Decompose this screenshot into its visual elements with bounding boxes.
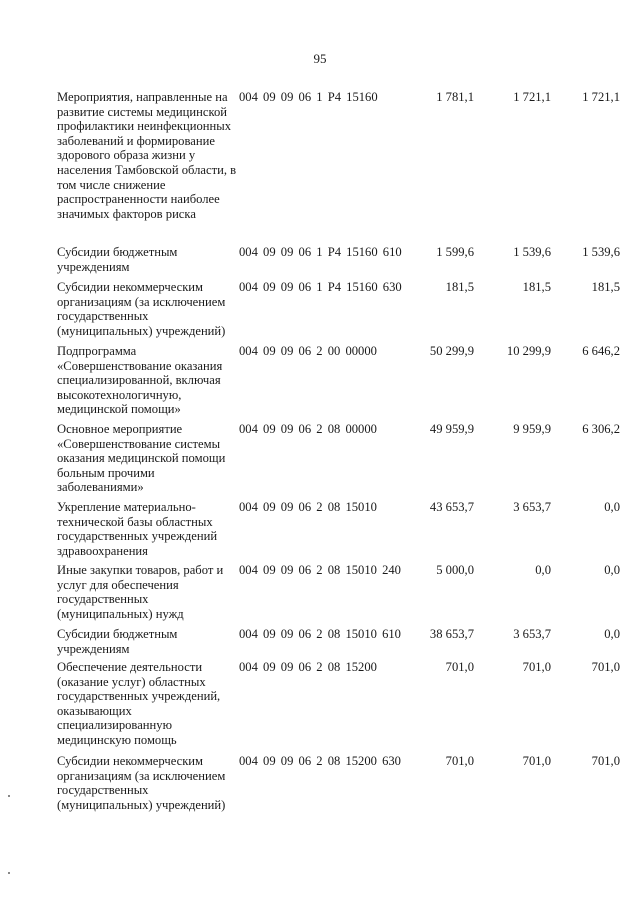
amount-year-3: 0,0	[604, 500, 620, 514]
item-name: Субсидии бюджетным учреждениям	[57, 627, 178, 656]
item-name: Подпрограмма «Совершенствование оказания специализированной, включая высокотехнологичную, медицинской помощи»	[57, 344, 223, 417]
item-name: Основное мероприятие «Совершенствование системы оказания медицинской помощи больным прочими заболеваниями»	[57, 422, 226, 495]
amount-year-3: 0,0	[604, 563, 620, 577]
item-name: Субсидии некоммерческим организациям (за исключением государственных (муниципальных) учреждений)	[57, 280, 226, 338]
amount-year-1: 50 299,9	[429, 344, 474, 358]
amount-year-3: 6 306,2	[582, 422, 620, 436]
amount-year-1: 1 599,6	[436, 245, 474, 259]
item-name: Мероприятия, направленные на развитие системы медицинской профилактики неинфекционных заболеваний и формирование здорового образа жизни у населения Тамбовской области, в том числе снижение распространенности наиболее значимых факторов риска	[57, 90, 237, 221]
classification-code: 004 09 09 06 1 Р4 15160 630	[239, 280, 402, 294]
classification-code: 004 09 09 06 1 Р4 15160 610	[239, 245, 402, 259]
amount-year-1: 43 653,7	[429, 500, 474, 514]
amount-year-3: 1 539,6	[582, 245, 620, 259]
classification-code: 004 09 09 06 2 08 15010 240	[239, 563, 401, 577]
amount-year-2: 1 539,6	[513, 245, 551, 259]
classification-code: 004 09 09 06 2 08 15200	[239, 660, 377, 674]
amount-year-1: 181,5	[445, 280, 474, 294]
amount-year-2: 9 959,9	[513, 422, 551, 436]
scan-mark	[8, 795, 10, 797]
item-name: Субсидии некоммерческим организациям (за исключением государственных (муниципальных) учреждений)	[57, 754, 226, 812]
amount-year-2: 0,0	[535, 563, 551, 577]
scan-mark	[8, 872, 10, 874]
amount-year-2: 1 721,1	[513, 90, 551, 104]
classification-code: 004 09 09 06 2 08 15010 610	[239, 627, 401, 641]
amount-year-1: 1 781,1	[436, 90, 474, 104]
classification-code: 004 09 09 06 2 08 00000	[239, 422, 377, 436]
amount-year-1: 49 959,9	[429, 422, 474, 436]
amount-year-1: 701,0	[445, 660, 474, 674]
amount-year-2: 10 299,9	[506, 344, 551, 358]
amount-year-2: 701,0	[522, 660, 551, 674]
amount-year-3: 0,0	[604, 627, 620, 641]
amount-year-3: 181,5	[591, 280, 620, 294]
amount-year-1: 38 653,7	[429, 627, 474, 641]
amount-year-1: 5 000,0	[436, 563, 474, 577]
amount-year-2: 701,0	[522, 754, 551, 768]
classification-code: 004 09 09 06 2 00 00000	[239, 344, 377, 358]
amount-year-2: 3 653,7	[513, 500, 551, 514]
amount-year-1: 701,0	[445, 754, 474, 768]
item-name: Иные закупки товаров, работ и услуг для обеспечения государственных (муниципальных) нужд	[57, 563, 224, 621]
classification-code: 004 09 09 06 2 08 15010	[239, 500, 377, 514]
amount-year-3: 6 646,2	[582, 344, 620, 358]
amount-year-3: 701,0	[591, 660, 620, 674]
classification-code: 004 09 09 06 1 Р4 15160	[239, 90, 378, 104]
item-name: Укрепление материально-технической базы областных государственных учреждений здравоохранения	[57, 500, 218, 558]
amount-year-3: 1 721,1	[582, 90, 620, 104]
classification-code: 004 09 09 06 2 08 15200 630	[239, 754, 401, 768]
amount-year-3: 701,0	[591, 754, 620, 768]
item-name: Субсидии бюджетным учреждениям	[57, 245, 178, 274]
amount-year-2: 3 653,7	[513, 627, 551, 641]
item-name: Обеспечение деятельности (оказание услуг) областных государственных учреждений, оказывающих специализированную медицинскую помощь	[57, 660, 221, 747]
amount-year-2: 181,5	[522, 280, 551, 294]
page-number: 95	[313, 51, 327, 66]
